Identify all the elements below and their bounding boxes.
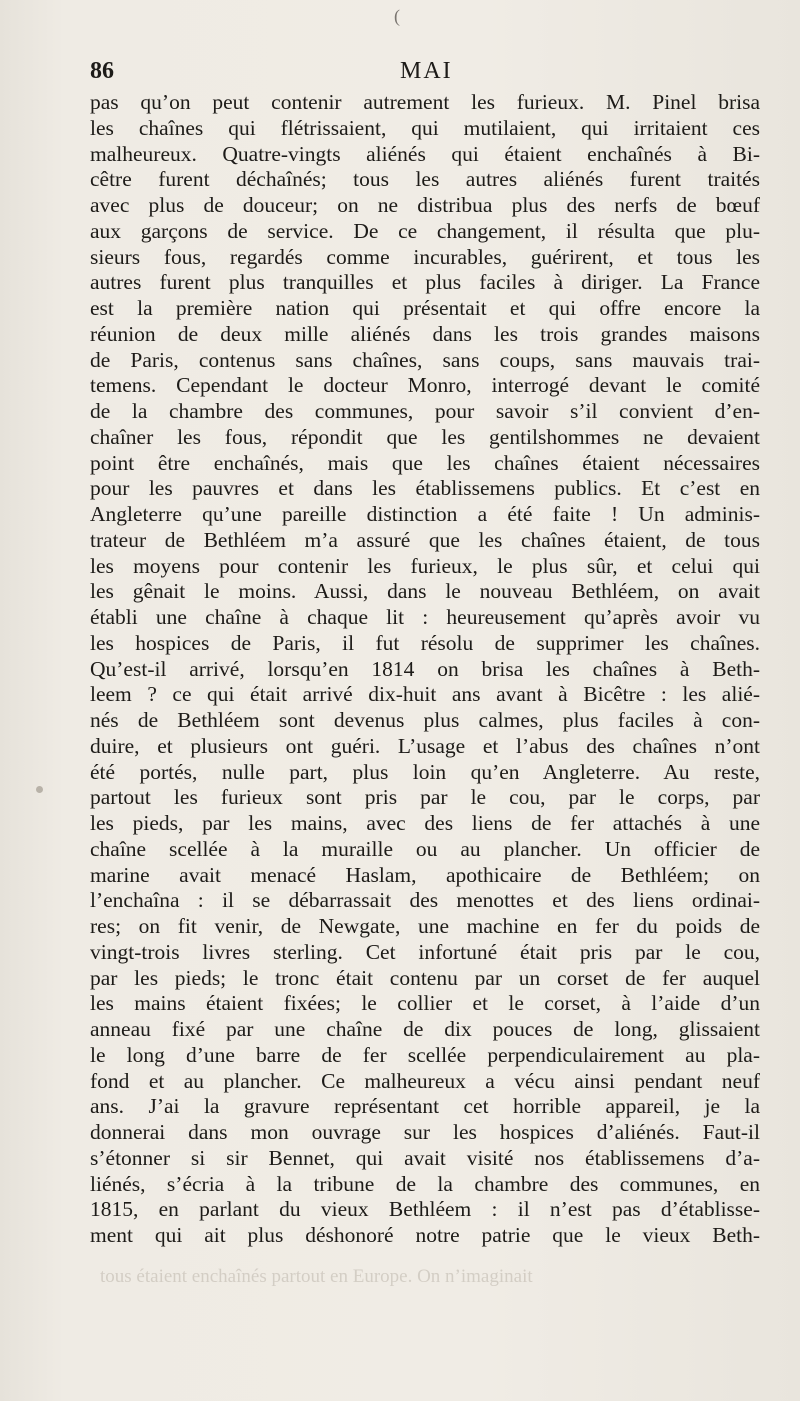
text-line: temens. Cependant le docteur Monro, interrogé devant le comité [90,373,760,398]
text-line: été portés, nulle part, plus loin qu’en Angleterre. Au reste, [90,759,760,784]
text-line: est la première nation qui présentait et qui offre encore la [90,296,760,320]
text-line: l’enchaîna : il se débarrassait des menottes et des liens ordinai- [90,888,760,913]
text-line: point être enchaînés, mais que les chaînes étaient nécessaires [90,450,760,475]
text-line: s’étonner si sir Bennet, qui avait visité nos établissemens d’a- [90,1145,760,1170]
running-head: MAI [400,58,453,84]
text-line: de la chambre des communes, pour savoir s’il convient d’en- [90,399,760,423]
text-line: les chaînes qui flétrissaient, qui mutilaient, qui irritaient ces [90,115,760,140]
text-line: res; on fit venir, de Newgate, une machine en fer du poids de [90,914,760,938]
text-line: pour les pauvres et dans les établissemens publics. Et c’est en [90,476,760,501]
text-line: réunion de deux mille aliénés dans les trois grandes maisons [90,321,760,346]
text-line: malheureux. Quatre-vingts aliénés qui étaient enchaînés à Bi- [90,141,760,166]
margin-speck [36,786,43,793]
text-line: marine avait menacé Haslam, apothicaire de Bethléem; on [90,862,760,887]
text-line: chaîner les fous, répondit que les gentilshommes ne devaient [90,424,760,449]
text-line: fond et au plancher. Ce malheureux a vécu ainsi pendant neuf [90,1068,760,1093]
text-line: sieurs fous, regardés comme incurables, guérirent, et tous les [90,244,760,269]
text-line: aux garçons de service. De ce changement, il résulta que plu- [90,218,760,243]
text-line: partout les furieux sont pris par le cou, par le corps, par [90,785,760,810]
text-line: les pieds, par les mains, avec des liens de fer attachés à une [90,811,760,835]
text-line: les moyens pour contenir les furieux, le plus sûr, et celui qui [90,553,760,578]
text-line: de Paris, contenus sans chaînes, sans coups, sans mauvais trai- [90,347,760,372]
text-line: vingt-trois livres sterling. Cet infortuné était pris par le cou, [90,939,760,964]
text-line: avec plus de douceur; on ne distribua plus des nerfs de bœuf [90,193,760,217]
text-line: les hospices de Paris, il fut résolu de supprimer les chaînes. [90,630,760,655]
body-text [90,90,760,1249]
text-line: autres furent plus tranquilles et plus faciles à diriger. La France [90,270,760,295]
text-line: nés de Bethléem sont devenus plus calmes, plus faciles à con- [90,708,760,732]
text-line: anneau fixé par une chaîne de dix pouces de long, glissaient [90,1017,760,1041]
text-line: par les pieds; le tronc était contenu par un corset de fer auquel [90,965,760,990]
text-line: les gênait le moins. Aussi, dans le nouveau Bethléem, on avait [90,579,760,604]
text-line: ment qui ait plus déshonoré notre patrie que le vieux Beth- [90,1223,760,1247]
text-line: les mains étaient fixées; le collier et le corset, à l’aide d’un [90,991,760,1016]
text-line: trateur de Bethléem m’a assuré que les chaînes étaient, de tous [90,527,760,552]
text-line: pas qu’on peut contenir autrement les furieux. M. Pinel brisa [90,90,760,114]
text-line: 1815, en parlant du vieux Bethléem : il n’est pas d’établisse- [90,1197,760,1222]
page-number: 86 [90,58,114,84]
text-line: le long d’une barre de fer scellée perpendiculairement au pla- [90,1042,760,1067]
text-line: leem ? ce qui était arrivé dix-huit ans avant à Bicêtre : les alié- [90,682,760,707]
text-line: chaîne scellée à la muraille ou au plancher. Un officier de [90,836,760,861]
text-line: liénés, s’écria à la tribune de la chambre des communes, en [90,1171,760,1196]
text-line: Angleterre qu’une pareille distinction a été faite ! Un adminis- [90,502,760,526]
text-line: donnerai dans mon ouvrage sur les hospices d’aliénés. Faut-il [90,1120,760,1144]
page-header [90,58,760,92]
page-top-mark: ( [394,6,400,26]
text-line: cêtre furent déchaînés; tous les autres aliénés furent traités [90,167,760,192]
text-line: établi une chaîne à chaque lit : heureusement qu’après avoir vu [90,605,760,629]
show-through-text: tous étaient enchaînés partout en Europe. On n’imaginait [100,1266,533,1287]
text-line: Qu’est-il arrivé, lorsqu’en 1814 on brisa les chaînes à Beth- [90,656,760,681]
text-line: ans. J’ai la gravure représentant cet horrible appareil, je la [90,1094,760,1119]
text-line: duire, et plusieurs ont guéri. L’usage et l’abus des chaînes n’ont [90,733,760,758]
